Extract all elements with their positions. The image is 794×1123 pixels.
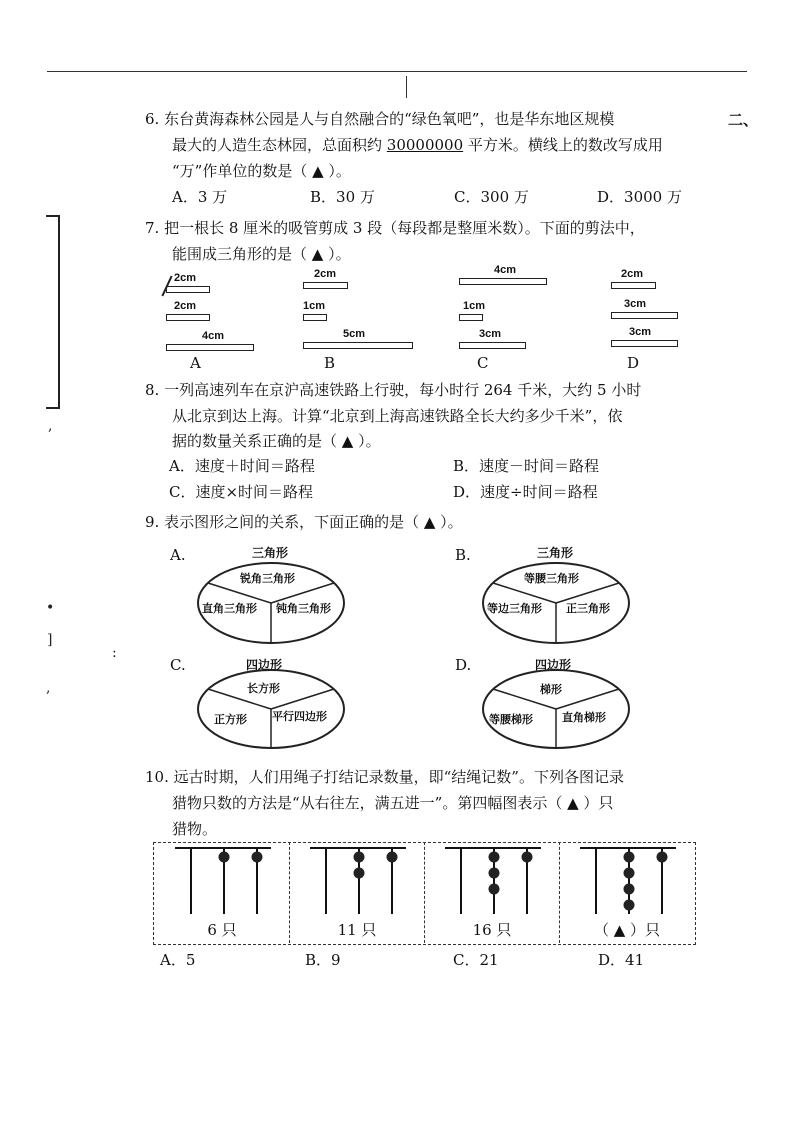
q8-option-a[interactable]: A．速度＋时间＝路程 <box>169 457 315 475</box>
q8-option-b[interactable]: B．速度－时间＝路程 <box>453 457 600 475</box>
stick-label: 1cm <box>463 300 486 312</box>
knot <box>489 868 500 879</box>
straw-segment <box>611 340 678 347</box>
q9-line1: 9. 表示图形之间的关系，下面正确的是（ ▲ ）。 <box>145 513 463 531</box>
stick-label: 3cm <box>624 298 647 310</box>
q6-option-c[interactable]: C．300 万 <box>454 188 529 206</box>
group-letter: D <box>627 354 640 372</box>
stick-label: 2cm <box>314 268 337 280</box>
stick-label: 1cm <box>303 300 326 312</box>
knot <box>489 884 500 895</box>
knot <box>624 884 635 895</box>
stick-label: 2cm <box>174 272 197 284</box>
region-left: 直角三角形 <box>202 602 257 615</box>
q6-underlined-number: 30000000 <box>386 136 464 154</box>
diagram-title: 三角形 <box>537 546 574 560</box>
region-top: 等腰三角形 <box>524 572 579 585</box>
region-left: 正方形 <box>214 713 247 726</box>
q6-line3: “万”作单位的数是（ ▲ ）。 <box>172 162 351 180</box>
margin-dots: : <box>112 645 117 661</box>
q8-option-d[interactable]: D．速度÷时间＝路程 <box>453 483 598 501</box>
q8-option-c[interactable]: C．速度×时间＝路程 <box>169 483 314 501</box>
region-right: 直角梯形 <box>562 711 606 724</box>
stick-label: 4cm <box>202 330 225 342</box>
q7-line1: 7. 把一根长 8 厘米的吸管剪成 3 段（每段都是整厘米数）。下面的剪法中， <box>145 219 645 237</box>
q10-option-c[interactable]: C．21 <box>453 951 499 969</box>
straw-segment <box>303 314 327 321</box>
q6-option-d[interactable]: D．3000 万 <box>597 188 682 206</box>
straw-segment <box>166 344 254 351</box>
knot-caption: 11 只 <box>337 921 377 939</box>
straw-segment <box>303 282 348 289</box>
q6-option-a[interactable]: A．3 万 <box>172 188 228 206</box>
region-right: 平行四边形 <box>272 710 327 723</box>
section-mark: 二、 <box>728 111 759 129</box>
margin-bracket: ] <box>47 632 53 648</box>
straw-segment <box>459 314 483 321</box>
q10-option-a[interactable]: A．5 <box>160 951 196 969</box>
top-rule <box>47 71 747 72</box>
diagram-title: 四边形 <box>246 658 283 672</box>
q10-line1: 10. 远古时期，人们用绳子打结记录数量，即“结绳记数”。下列各图记录 <box>145 768 624 786</box>
knot <box>657 852 668 863</box>
straw-segment <box>166 286 210 293</box>
margin-comma-2: , <box>46 680 51 696</box>
region-right: 正三角形 <box>566 602 610 615</box>
q10-option-d[interactable]: D．41 <box>598 951 645 969</box>
margin-comma: , <box>48 418 53 434</box>
region-top: 锐角三角形 <box>240 572 295 585</box>
option-letter: A. <box>170 546 186 564</box>
straw-segment <box>459 278 547 285</box>
straw-segment <box>303 342 413 349</box>
knot <box>489 852 500 863</box>
knot <box>522 852 533 863</box>
knot-caption: 16 只 <box>472 921 512 939</box>
q8-line3: 据的数量关系正确的是（ ▲ ）。 <box>172 432 381 450</box>
stick-label: 4cm <box>494 264 517 276</box>
region-left: 等边三角形 <box>487 602 542 615</box>
straw-segment <box>611 312 678 319</box>
q10-line2: 猎物只数的方法是“从右往左，满五进一”。第四幅图表示（ ▲ ）只 <box>172 794 614 812</box>
q7-line2: 能围成三角形的是（ ▲ ）。 <box>172 245 351 263</box>
group-letter: C <box>477 354 489 372</box>
stick-label: 3cm <box>629 326 652 338</box>
q10-option-b[interactable]: B．9 <box>305 951 341 969</box>
knot <box>624 852 635 863</box>
straw-segment <box>166 314 210 321</box>
binding-bracket <box>46 215 60 409</box>
option-letter: D. <box>455 656 472 674</box>
q6-line2: 最大的人造生态林园，总面积约 30000000 平方米。横线上的数改写成用 <box>172 136 663 154</box>
knot <box>387 852 398 863</box>
stick-label: 5cm <box>343 328 366 340</box>
knot-caption: （ ▲ ）只 <box>593 921 661 939</box>
margin-dot: • <box>46 600 55 616</box>
stick-label: 2cm <box>621 268 644 280</box>
q8-line2: 从北京到达上海。计算“北京到上海高速铁路全长大约多少千米”，依 <box>172 407 623 425</box>
knot-caption: 6 只 <box>207 921 237 939</box>
q6-line1: 6. 东台黄海森林公园是人与自然融合的“绿色氧吧”，也是华东地区规模 <box>145 110 615 128</box>
region-top: 长方形 <box>247 682 280 695</box>
knot <box>624 868 635 879</box>
straw-segment <box>611 282 656 289</box>
q10-line3: 猎物。 <box>172 820 218 838</box>
region-right: 钝角三角形 <box>276 602 331 615</box>
knot <box>219 852 230 863</box>
stick-label: 2cm <box>174 300 197 312</box>
knot <box>354 868 365 879</box>
stick-label: 3cm <box>479 328 502 340</box>
group-letter: A <box>190 354 201 372</box>
option-letter: B. <box>455 546 471 564</box>
q8-line1: 8. 一列高速列车在京沪高速铁路上行驶，每小时行 264 千米，大约 5 小时 <box>145 381 642 399</box>
group-letter: B <box>324 354 336 372</box>
option-letter: C. <box>170 656 186 674</box>
diagram-title: 四边形 <box>535 658 572 672</box>
straw-segment <box>459 342 526 349</box>
region-top: 梯形 <box>540 683 562 696</box>
knot <box>624 900 635 911</box>
knot <box>354 852 365 863</box>
region-left: 等腰梯形 <box>489 713 533 726</box>
knot <box>252 852 263 863</box>
center-tick <box>406 76 407 98</box>
q6-option-b[interactable]: B．30 万 <box>310 188 375 206</box>
diagram-title: 三角形 <box>252 546 289 560</box>
